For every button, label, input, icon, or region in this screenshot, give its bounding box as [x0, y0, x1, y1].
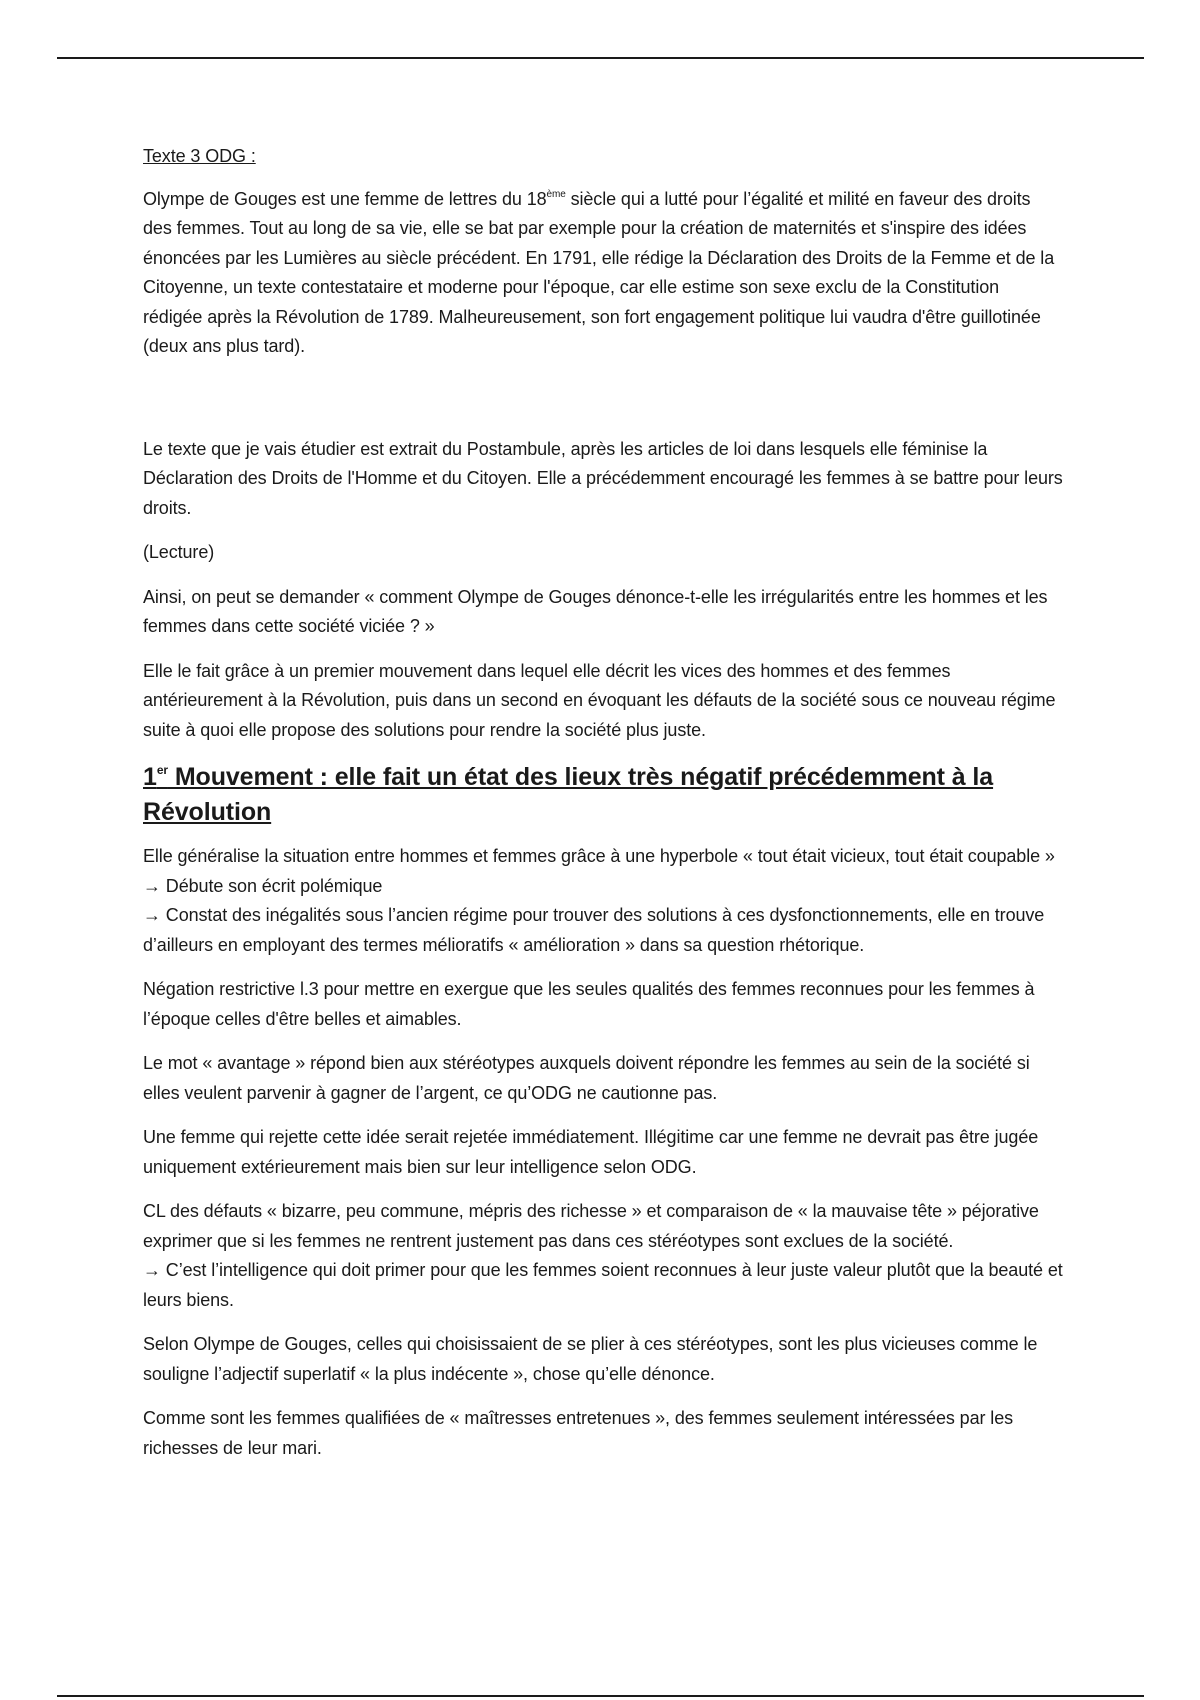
analysis-paragraph-5 — [143, 1197, 1063, 1315]
lecture-note: (Lecture) — [143, 542, 215, 562]
analysis-1-text-end: Débute son écrit polémique — [160, 875, 383, 896]
context-paragraph: Le texte que je vais étudier est extrait du Postambule, après les articles de loi dans lesquels elle féminise la Déclaration des Droits de l'Homme et du Citoyen. Elle a précédemment encouragé les femmes à se battre pour leurs droits. — [143, 438, 1063, 518]
arrow-icon: → — [143, 875, 161, 896]
section-heading — [143, 760, 1063, 830]
plan-paragraph: Elle le fait grâce à un premier mouvement dans lequel elle décrit les vices des hommes et des femmes antérieurement à la Révolution, puis dans un second en évoquant les défauts de la société sous ce nouveau régime suite à quoi elle propose des solutions pour rendre la société plus juste. — [143, 660, 1056, 740]
arrow-icon: → — [143, 905, 161, 925]
analysis-1-text-2: Constat des inégalités sous l’ancien régime pour trouver des solutions à ces dysfonctionnements, elle en trouve d’ailleurs en employant des termes mélioratifs « amélioration » dans sa question rhétorique. — [143, 905, 1045, 955]
analysis-paragraph-7: Comme sont les femmes qualifiées de « maîtresses entretenues », des femmes seulement intéressées par les richesses de leur mari. — [143, 1408, 1014, 1458]
footer-rule — [57, 1695, 1144, 1697]
arrow-icon: → — [143, 1260, 161, 1280]
analysis-paragraph-1 — [143, 842, 1063, 960]
document-body — [143, 142, 1063, 1478]
intro-text-end: siècle qui a lutté pour l’égalité et milité en faveur des droits des femmes. Tout au long de sa vie, elle se bat par exemple pour la création de maternités et s'inspire des idées énoncées par les Lumières au siècle précédent. En 1791, elle rédige la Déclaration des Droits de la Femme et de la Citoyenne, un texte contestataire et moderne pour l'époque, car elle estime son sexe exclu de la Constitution rédigée après la Révolution de 1789. Malheureusement, son fort engagement politique lui vaudra d'être guillotinée (deux ans plus tard). — [143, 188, 1055, 356]
analysis-5-text: CL des défauts « bizarre, peu commune, mépris des richesse » et comparaison de « la mauvaise tête » péjorative exprimer que si les femmes ne rentrent justement pas dans ces stéréotypes sont exclues de la société. — [143, 1201, 1039, 1251]
analysis-paragraph-6: Selon Olympe de Gouges, celles qui choisissaient de se plier à ces stéréotypes, sont les plus vicieuses comme le souligne l’adjectif superlatif « la plus indécente », chose qu’elle dénonce. — [143, 1334, 1038, 1384]
intro-text-start: Olympe de Gouges est une femme de lettres du 18 — [143, 188, 547, 209]
analysis-paragraph-3: Le mot « avantage » répond bien aux stéréotypes auxquels doivent répondre les femmes au sein de la société si elles veulent parvenir à gagner de l’argent, ce qu’ODG ne cautionne pas. — [143, 1053, 1030, 1103]
intro-paragraph — [143, 185, 1063, 362]
problematic-question: Ainsi, on peut se demander « comment Olympe de Gouges dénonce-t-elle les irrégularités entre les hommes et les femmes dans cette société viciée ? » — [143, 586, 1048, 636]
heading-text: Mouvement : elle fait un état des lieux très négatif précédemment à la Révolution — [143, 763, 994, 826]
analysis-paragraph-2: Négation restrictive l.3 pour mettre en exergue que les seules qualités des femmes reconnues pour les femmes à l’époque celles d'être belles et aimables. — [143, 979, 1035, 1029]
header-rule — [57, 57, 1144, 59]
heading-number: 1 — [143, 763, 157, 791]
analysis-5-text-2: C’est l’intelligence qui doit primer pour que les femmes soient reconnues à leur juste valeur plutôt que la beauté et leurs biens. — [143, 1260, 1063, 1310]
analysis-1-text: Elle généralise la situation entre hommes et femmes grâce à une hyperbole « tout était vicieux, tout était coupable » — [143, 846, 1055, 866]
analysis-paragraph-4: Une femme qui rejette cette idée serait rejetée immédiatement. Illégitime car une femme ne devrait pas être jugée uniquement extérieurement mais bien sur leur intelligence selon ODG. — [143, 1127, 1039, 1177]
paragraph-gap — [143, 377, 1063, 435]
heading-superscript: er — [156, 763, 168, 777]
century-superscript: ème — [546, 188, 566, 200]
document-title: Texte 3 ODG : — [143, 146, 256, 166]
